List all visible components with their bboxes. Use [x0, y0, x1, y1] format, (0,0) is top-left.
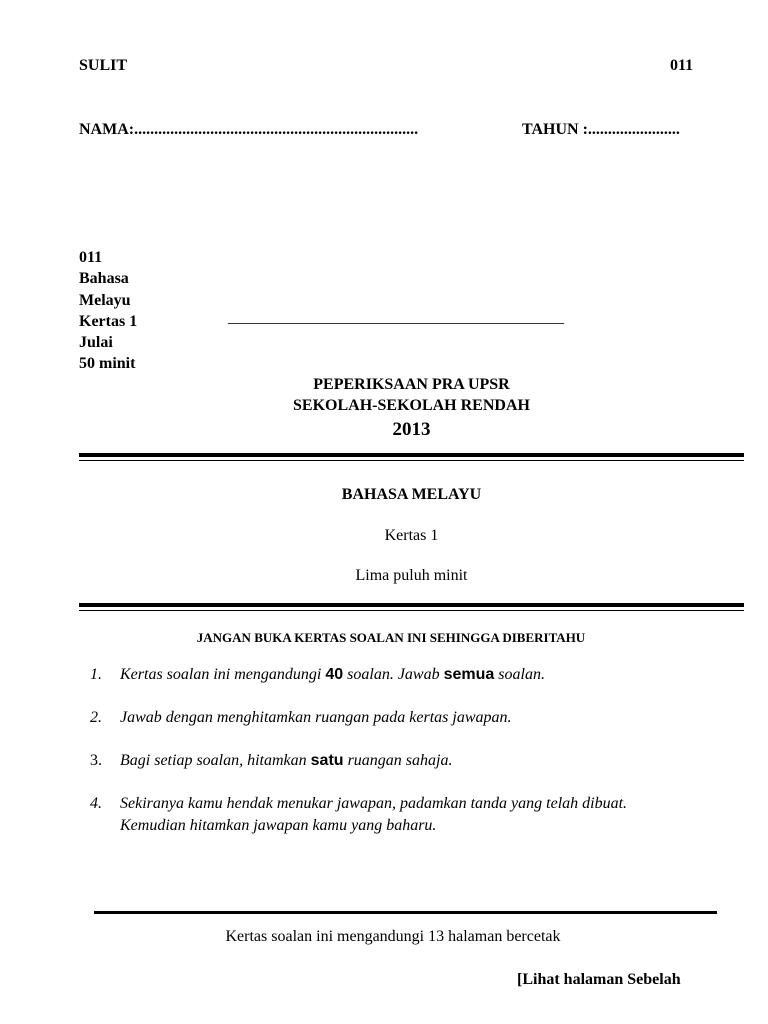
paper-info-line: 50 minit — [79, 355, 136, 373]
instruction-text: Sekiranya kamu hendak menukar jawapan, padamkan tanda yang telah dibuat. Kemudian hitamkan jawapan kamu yang baharu. — [120, 795, 628, 834]
footer-rule — [94, 911, 717, 914]
divider-thick — [79, 453, 744, 457]
warning-text: JANGAN BUKA KERTAS SOALAN INI SEHINGGA DIBERITAHU — [196, 630, 586, 645]
divider-thin — [79, 610, 744, 611]
header-code: 011 — [670, 57, 694, 74]
instruction-number: 2. — [90, 709, 102, 726]
instruction-text: Bagi setiap soalan, hitamkan satu ruangan sahaja. — [120, 752, 453, 769]
exam-year: 2013 — [392, 419, 431, 440]
subject-name: BAHASA MELAYU — [341, 486, 482, 503]
instruction-number: 3. — [90, 752, 102, 769]
header-sulit: SULIT — [79, 57, 128, 74]
instruction-text: Kertas soalan ini mengandungi 40 soalan. Jawab semua soalan. — [120, 666, 545, 683]
exam-subtitle: SEKOLAH-SEKOLAH RENDAH — [293, 397, 530, 414]
paper-info — [79, 247, 137, 375]
instruction-number: 4. — [90, 795, 102, 812]
paper-info-line: Bahasa — [79, 270, 129, 288]
next-page-note: [Lihat halaman Sebelah — [517, 971, 681, 988]
paper-info-line: 011 — [79, 249, 103, 266]
exam-title: PEPERIKSAAN PRA UPSR — [313, 376, 510, 393]
page-count: Kertas soalan ini mengandungi 13 halaman bercetak — [225, 928, 561, 945]
subject-paper: Kertas 1 — [384, 527, 439, 544]
instruction-number: 1. — [90, 666, 102, 683]
year-field: TAHUN :....................... — [522, 121, 680, 138]
paper-info-line: Julai — [79, 334, 113, 352]
divider-thick — [79, 603, 744, 607]
instruction-text: Jawab dengan menghitamkan ruangan pada kertas jawapan. — [120, 709, 512, 726]
divider-thin — [79, 460, 744, 461]
paper-info-line: Melayu — [79, 291, 131, 309]
subject-duration: Lima puluh minit — [355, 567, 468, 584]
paper-info-line: Kertas 1 — [79, 312, 138, 330]
blank-line: __________________________________________ — [228, 309, 564, 326]
name-field: NAMA:....................................................................... — [79, 121, 419, 138]
